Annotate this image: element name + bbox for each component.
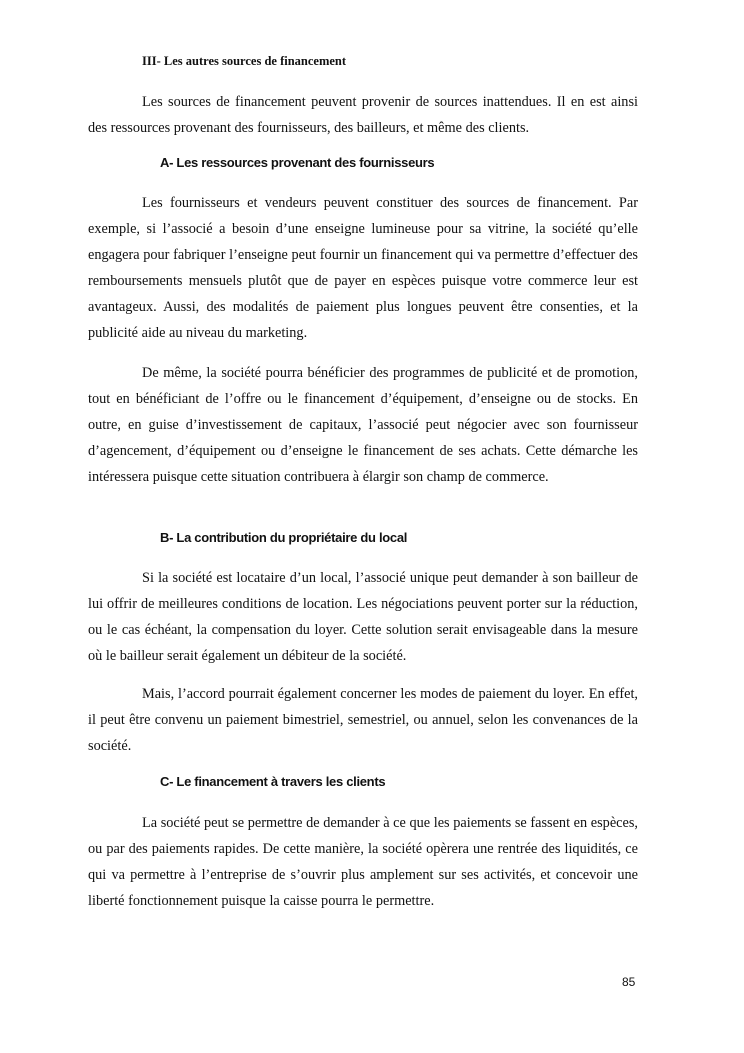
paragraph-b-1: Si la société est locataire d’un local, l’associé unique peut demander à son bailleur de lui offrir de meilleures conditions de location. Les négociations peuvent porter sur la réduction, ou le cas échéant, la compensation du loyer. Cette solution serait envisageable dans la mesure où le bailleur serait également un débiteur de la société. (88, 570, 638, 664)
section-heading: III- Les autres sources de financement (142, 54, 347, 68)
subsection-heading-c: C- Le financement à travers les clients (160, 774, 386, 789)
paragraph-a-1: Les fournisseurs et vendeurs peuvent constituer des sources de financement. Par exemple, si l’associé a besoin d’une enseigne lumineuse pour sa vitrine, la société qu’elle engagera pour fabriquer l’enseigne peut fournir un financement qui va permettre d’effectuer des remboursements mensuels plutôt que de payer en espèces puisque votre commerce leur est avantageux. Aussi, des modalités de paiement plus longues peuvent être consenties, et la publicité aide au niveau du marketing. (88, 195, 638, 341)
paragraph-b-2: Mais, l’accord pourrait également concerner les modes de paiement du loyer. En effet, il peut être convenu un paiement bimestriel, semestriel, ou annuel, selon les convenances de la société. (88, 686, 638, 754)
intro-paragraph: Les sources de financement peuvent provenir de sources inattendues. Il en est ainsi des ressources provenant des fournisseurs, des bailleurs, et même des clients. (88, 94, 638, 136)
subsection-heading-b: B- La contribution du propriétaire du local (160, 530, 408, 545)
paragraph-a-2: De même, la société pourra bénéficier des programmes de publicité et de promotion, tout en bénéficiant de l’offre ou le financement d’équipement, d’enseigne ou de stocks. En outre, en guise d’investissement de capitaux, l’associé peut négocier avec son fournisseur d’agencement, d’équipement ou d’enseigne le financement de ses achats. Cette démarche les intéressera puisque cette situation contribuera à élargir son champ de commerce. (88, 365, 638, 485)
paragraph-c-1: La société peut se permettre de demander à ce que les paiements se fassent en espèces, ou par des paiements rapides. De cette manière, la société opèrera une rentrée des liquidités, ce qui va permettre à l’entreprise de s’ouvrir plus amplement sur ses activités, et concevoir une liberté fonctionnement puisque la caisse pourra le permettre. (88, 815, 638, 909)
page-number: 85 (622, 975, 636, 989)
subsection-heading-a: A- Les ressources provenant des fournisseurs (160, 155, 435, 170)
